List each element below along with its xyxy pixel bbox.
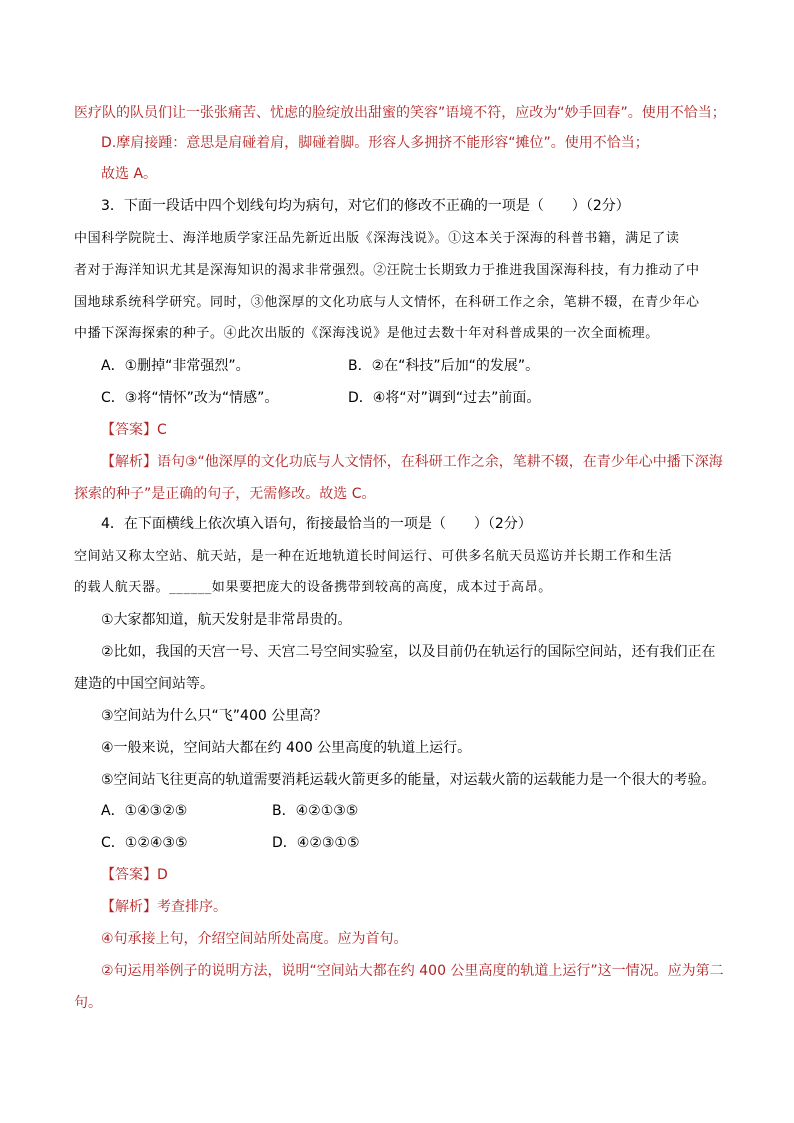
question-3-analysis-line-2: 探索的种子”是正确的句子，无需修改。故选 C。 [74, 486, 376, 502]
passage-3-line-2: 者对于海洋知识尤其是深海知识的渴求非常强烈。②汪院士长期致力于推进我国深海科技，有力推动了中 [74, 263, 700, 278]
question-3-answer: 【答案】C [101, 422, 167, 438]
question-3-analysis-line-1: 【解析】语句③“他深厚的文化功底与人文情怀，在科研工作之余，笔耕不辍，在青少年心中播下深海 [101, 454, 723, 470]
question-4-option-d: D．④②③①⑤ [272, 835, 360, 851]
question-4-option-a: A．①④③②⑤ [101, 803, 188, 819]
question-3-option-a: A．①删掉“非常强烈”。 [101, 358, 250, 374]
question-4-analysis-line-1: 【解析】考查排序。 [101, 899, 227, 915]
question-4-answer: 【答案】D [101, 867, 168, 883]
question-4-analysis-line-4: 句。 [74, 995, 102, 1011]
question-3-option-b: B．②在“科技”后加“的发展”。 [348, 358, 540, 374]
sentence-4: ④一般来说，空间站大都在约 400 公里高度的轨道上运行。 [101, 740, 472, 756]
sentence-2-line-1: ②比如，我国的天宫一号、天宫二号空间实验室，以及目前仍在轨运行的国际空间站，还有我们正在 [101, 644, 716, 660]
passage-3-line-3: 国地球系统科学研究。同时，③他深厚的文化功底与人文情怀，在科研工作之余，笔耕不辍，在青少年心 [74, 295, 700, 310]
passage-4-line-2: 的载人航天器。______如果要把庞大的设备携带到较高的高度，成本过于高昂。 [74, 580, 552, 595]
passage-4-line-1: 空间站又称太空站、航天站，是一种在近地轨道长时间运行、可供多名航天员巡访并长期工作和生活 [74, 549, 673, 564]
question-3-option-d: D．④将“对”调到“过去”前面。 [348, 390, 541, 406]
question-4-analysis-line-3: ②句运用举例子的说明方法，说明“空间站大都在约 400 公里高度的轨道上运行”这一情况。应为第二 [101, 963, 724, 979]
question-4-analysis-line-2: ④句承接上句，介绍空间站所处高度。应为首句。 [101, 931, 408, 947]
question-4-stem: 4．在下面横线上依次填入语句，衔接最恰当的一项是（ ）（2分） [101, 516, 532, 532]
question-4-option-b: B．④②①③⑤ [272, 803, 359, 819]
sentence-5: ⑤空间站飞往更高的轨道需要消耗运载火箭更多的能量，对运载火箭的运载能力是一个很大的考验。 [101, 772, 716, 788]
passage-3-line-1: 中国科学院院士、海洋地质学家汪品先新近出版《深海浅说》。①这本关于深海的科普书籍，满足了读 [74, 231, 680, 246]
analysis-conclusion: 故选 A。 [101, 166, 158, 182]
question-3-stem: 3．下面一段话中四个划线句均为病句，对它们的修改不正确的一项是（ ）（2分） [101, 198, 630, 214]
analysis-line-1: 医疗队的队员们让一张张痛苦、忧虑的脸绽放出甜蜜的笑容”语境不符，应改为“妙手回春”。使用不恰当； [74, 105, 726, 121]
sentence-3: ③空间站为什么只“飞”400 公里高？ [101, 708, 328, 724]
passage-3-line-4: 中播下深海探索的种子。④此次出版的《深海浅说》是他过去数十年对科普成果的一次全面梳理。 [74, 326, 659, 341]
sentence-2-line-2: 建造的中国空间站等。 [74, 676, 214, 692]
sentence-1: ①大家都知道，航天发射是非常昂贵的。 [101, 612, 352, 628]
question-4-option-c: C．①②④③⑤ [101, 835, 188, 851]
question-3-option-c: C．③将“情怀”改为“情感”。 [101, 390, 279, 406]
analysis-option-d: D.摩肩接踵：意思是肩碰着肩，脚碰着脚。形容人多拥挤不能形容“摊位”。使用不恰当； [101, 135, 649, 151]
